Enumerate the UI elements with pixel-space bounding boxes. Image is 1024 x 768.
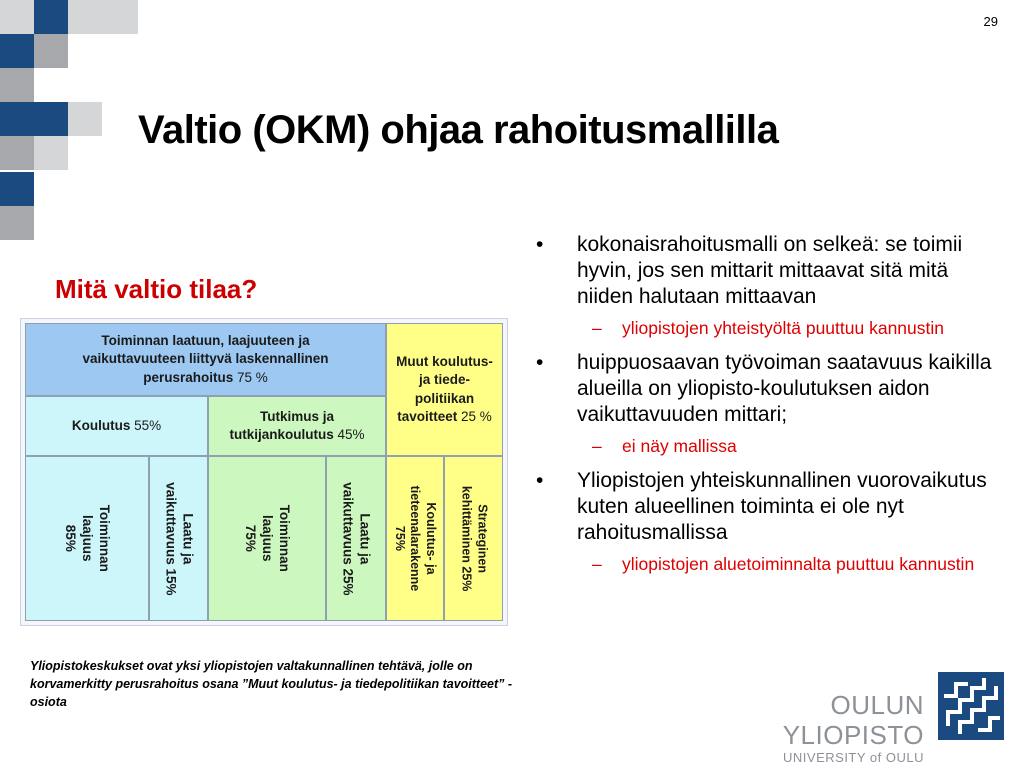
core-funding-cell — [25, 323, 386, 396]
bullet-item — [536, 350, 1006, 428]
university-logo-text — [690, 690, 924, 765]
research-volume-text: Toiminnan laajuus 75% — [243, 504, 293, 573]
education-label: Koulutus — [71, 417, 131, 433]
education-quality-text: Laatu ja vaikuttavuus 15% — [163, 481, 196, 596]
sub-bullet-text: yliopistojen aluetoiminnalta puuttuu kannustin — [622, 554, 975, 574]
deco-square — [0, 68, 34, 102]
deco-square — [34, 0, 68, 34]
other-goals-cell — [386, 323, 503, 456]
research-cell — [208, 396, 386, 456]
bullet-item — [536, 232, 1006, 310]
dash-mark: – — [592, 318, 602, 338]
university-logo-icon — [938, 672, 1004, 740]
research-pct: 45% — [337, 427, 365, 442]
research-label: Tutkimus ja tutkijankoulutus — [229, 408, 334, 442]
research-volume-cell — [208, 456, 326, 621]
funding-model-diagram — [20, 318, 508, 626]
bullet-text: kokonaisrahoitusmalli on selkeä: se toimii hyvin, jos sen mittarit mittaavat sitä mitä niiden halutaan mittaavan — [577, 233, 963, 308]
logo-name-en: UNIVERSITY of OULU — [783, 750, 924, 765]
sub-bullet-text: yliopistojen yhteistyöltä puuttuu kannustin — [622, 318, 945, 338]
bullet-list — [536, 232, 1006, 586]
field-structure-text: Koulutus- ja tieteenalarakenne 75% — [393, 485, 439, 592]
core-funding-label: Toiminnan laatuun, laajuuteen ja vaikuttavuuteen liittyvä laskennallinen perusrahoitus — [82, 333, 329, 385]
deco-square — [0, 34, 34, 68]
research-quality-cell — [326, 456, 386, 621]
bullet-text: huippuosaavan työvoiman saatavuus kaikilla alueilla on yliopisto-koulutuksen aidon vaikuttavuuden mittari; — [577, 351, 992, 426]
deco-square — [34, 34, 68, 68]
education-pct: 55% — [134, 417, 162, 433]
logo-name: OULUN YLIOPISTO — [782, 690, 924, 750]
deco-square — [0, 172, 34, 206]
research-quality-text: Laatu ja vaikuttavuus 25% — [341, 481, 373, 596]
strategic-development-text: Strateginen kehittäminen 25% — [459, 485, 490, 592]
deco-square — [34, 102, 68, 136]
sub-bullet-item — [536, 552, 1006, 576]
education-volume-cell — [25, 456, 149, 621]
deco-square — [0, 206, 34, 240]
dash-mark: – — [592, 436, 602, 456]
deco-square — [0, 136, 34, 170]
sub-bullet-item — [536, 434, 1006, 458]
other-goals-label: Muut koulutus- ja tiede- politiikan tavoitteet — [396, 354, 493, 424]
sub-bullet-item — [536, 316, 1006, 340]
other-goals-pct: 25 % — [461, 408, 492, 424]
bullet-text: Yliopistojen yhteiskunnallinen vuorovaikutus kuten alueellinen toiminta ei ole nyt rahoitusmallissa — [577, 469, 987, 544]
bullet-mark: • — [536, 469, 544, 492]
deco-square — [0, 0, 34, 34]
strategic-development-cell — [444, 456, 503, 621]
slide-number: 29 — [983, 14, 998, 29]
dash-mark: – — [592, 554, 602, 574]
field-structure-cell — [386, 456, 444, 621]
slide-title: Valtio (OKM) ohjaa rahoitusmallilla — [138, 108, 779, 152]
deco-square — [34, 68, 68, 102]
education-quality-cell — [149, 456, 208, 621]
education-volume-text: Toiminnan laajuus 85% — [63, 504, 113, 573]
slide-subtitle: Mitä valtio tilaa? — [55, 274, 258, 304]
deco-square — [0, 102, 34, 136]
deco-square — [68, 0, 102, 34]
education-cell — [25, 396, 208, 456]
diagram-caption: Yliopistokeskukset ovat yksi yliopistojen valtakunnallinen tehtävä, jolle on korvamerkitty perusrahoitus osana ”Muut koulutus- ja tiedepolitiikan tavoitteet” -osiota — [30, 659, 513, 709]
deco-square — [68, 102, 102, 136]
core-funding-pct: 75 % — [237, 369, 268, 385]
sub-bullet-text: ei näy mallissa — [622, 436, 737, 456]
deco-square — [102, 0, 138, 34]
bullet-mark: • — [536, 233, 544, 256]
bullet-mark: • — [536, 351, 544, 374]
bullet-item — [536, 468, 1006, 546]
deco-square — [34, 136, 68, 170]
